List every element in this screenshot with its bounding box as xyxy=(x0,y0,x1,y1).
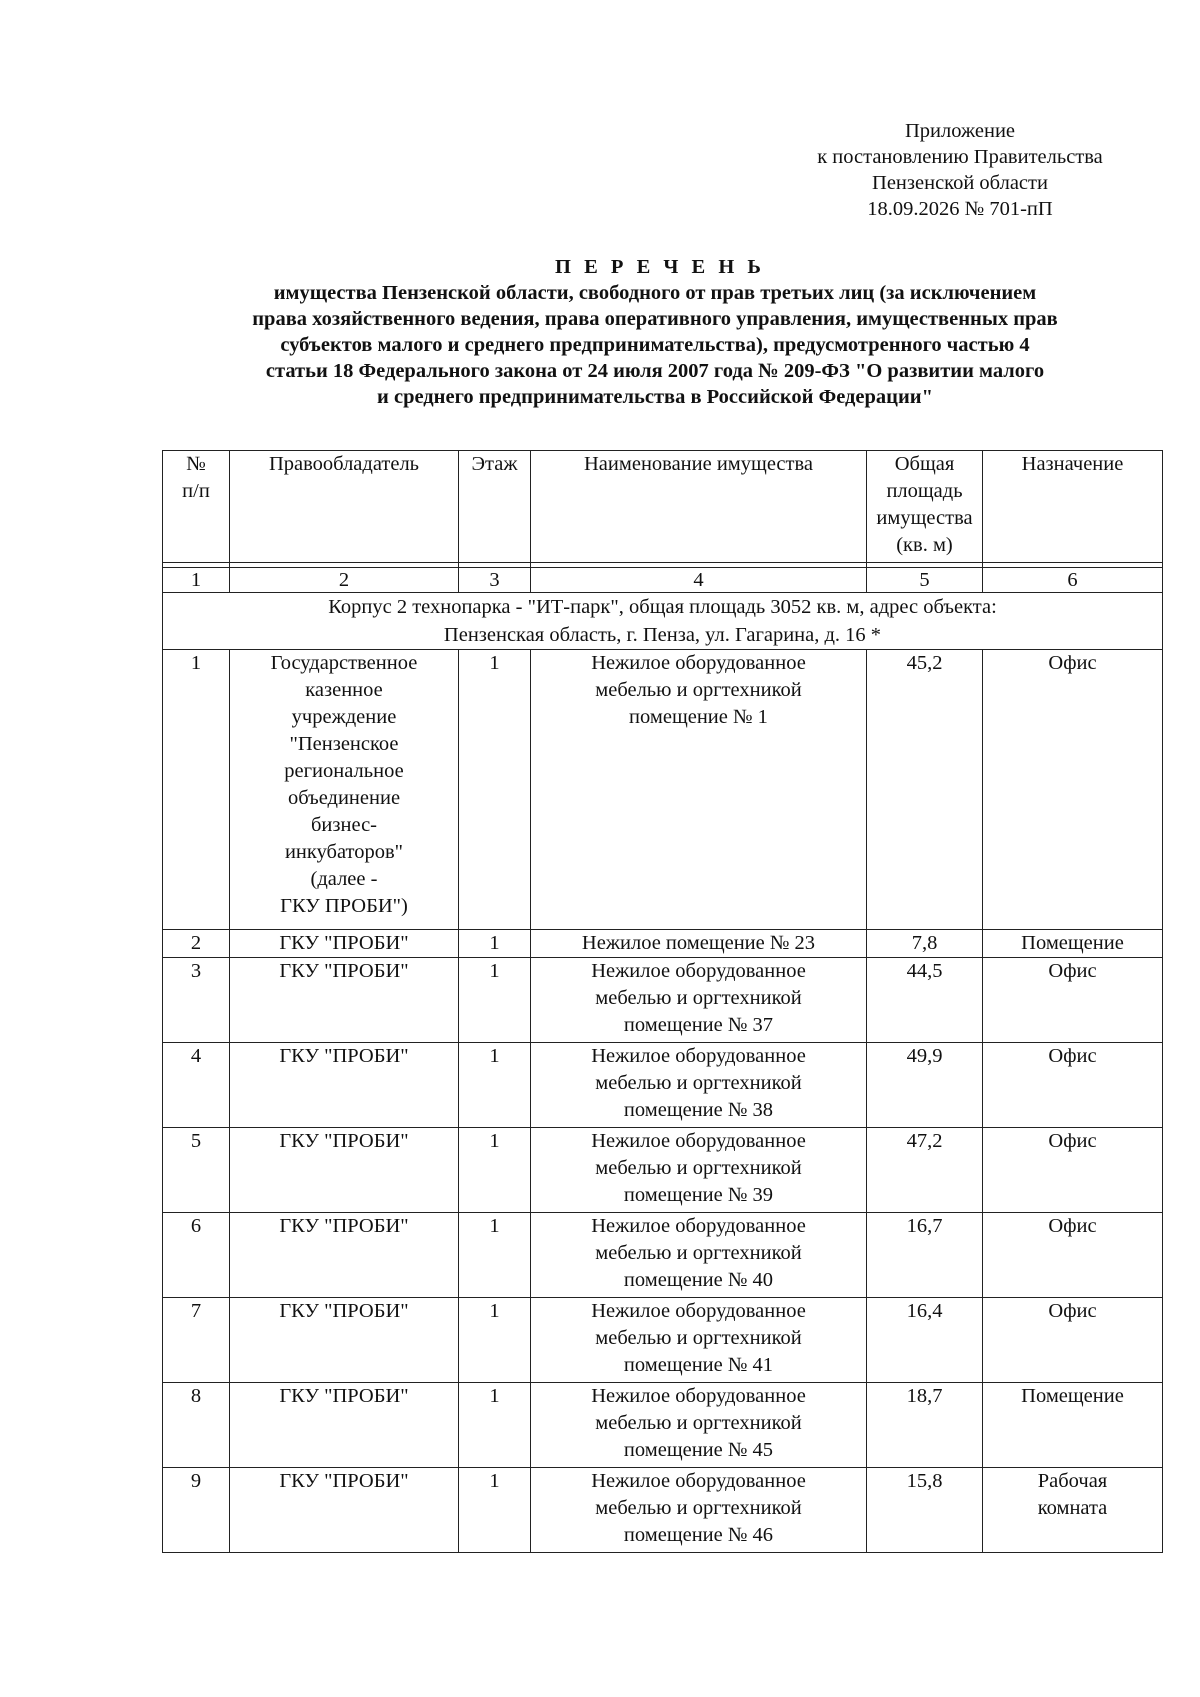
cell-floor: 1 xyxy=(459,1213,531,1298)
subtitle-line: и среднего предпринимательства в Российской Федерации" xyxy=(377,386,933,408)
cell-num: 4 xyxy=(163,1043,230,1128)
cell-area: 44,5 xyxy=(867,958,983,1043)
header-owner: Правообладатель xyxy=(230,451,459,563)
cell-owner-line: ГКУ "ПРОБИ" xyxy=(279,1045,409,1067)
cell-name xyxy=(531,650,867,930)
header-floor: Этаж xyxy=(459,451,531,563)
cell-name xyxy=(531,1043,867,1128)
cell-owner-line: ГКУ "ПРОБИ" xyxy=(279,1215,409,1237)
column-number: 2 xyxy=(230,568,459,593)
table-row xyxy=(163,1468,1163,1553)
cell-owner-line: ГКУ "ПРОБИ" xyxy=(279,1130,409,1152)
cell-name xyxy=(531,1383,867,1468)
cell-name-line: помещение № 39 xyxy=(623,1184,774,1206)
table-row xyxy=(163,650,1163,930)
cell-area: 7,8 xyxy=(867,930,983,958)
cell-owner-line: ГКУ "ПРОБИ" xyxy=(279,932,409,954)
cell-name-line: мебелью и оргтехникой xyxy=(595,1157,802,1179)
cell-name-line: мебелью и оргтехникой xyxy=(595,1497,802,1519)
cell-owner-line: ГКУ "ПРОБИ" xyxy=(279,1300,409,1322)
cell-purpose xyxy=(983,1213,1163,1298)
appendix-date-number: 18.09.2026 № 701-пП xyxy=(867,198,1053,220)
cell-name-line: помещение № 37 xyxy=(623,1014,774,1036)
table-body xyxy=(163,650,1163,1553)
cell-purpose xyxy=(983,1383,1163,1468)
cell-purpose-line: Офис xyxy=(1048,1045,1097,1067)
cell-purpose xyxy=(983,1298,1163,1383)
cell-name-line: Нежилое оборудованное xyxy=(591,1130,806,1152)
header-area xyxy=(867,451,983,563)
header-area-line: имущества xyxy=(876,507,973,529)
appendix-line: к постановлению Правительства xyxy=(817,146,1103,168)
cell-floor: 1 xyxy=(459,1468,531,1553)
appendix-line: Пензенской области xyxy=(872,172,1048,194)
cell-owner xyxy=(230,1298,459,1383)
cell-floor: 1 xyxy=(459,930,531,958)
cell-floor: 1 xyxy=(459,650,531,930)
table-header-row xyxy=(163,451,1163,563)
cell-owner xyxy=(230,1213,459,1298)
cell-name xyxy=(531,1213,867,1298)
cell-name-line: Нежилое оборудованное xyxy=(591,1215,806,1237)
cell-owner xyxy=(230,1468,459,1553)
cell-owner-line: ГКУ "ПРОБИ" xyxy=(279,1470,409,1492)
cell-owner-line: "Пензенское xyxy=(289,733,399,755)
appendix-line: Приложение xyxy=(904,120,1016,142)
cell-owner xyxy=(230,650,459,930)
subtitle-line: имущества Пензенской области, свободного от прав третьих лиц (за исключением xyxy=(273,282,1037,304)
cell-area: 18,7 xyxy=(867,1383,983,1468)
cell-num: 1 xyxy=(163,650,230,930)
cell-name-line: помещение № 1 xyxy=(629,706,768,728)
table-row xyxy=(163,958,1163,1043)
header-num xyxy=(163,451,230,563)
cell-owner-line: учреждение xyxy=(291,706,397,728)
cell-name-line: Нежилое оборудованное xyxy=(591,1300,806,1322)
column-number-row xyxy=(163,568,1163,593)
cell-owner-line: казенное xyxy=(305,679,383,701)
cell-purpose-line: Офис xyxy=(1048,1215,1097,1237)
cell-name-line: помещение № 40 xyxy=(623,1269,774,1291)
property-table xyxy=(162,450,1163,1553)
cell-area: 47,2 xyxy=(867,1128,983,1213)
cell-floor: 1 xyxy=(459,958,531,1043)
cell-purpose-line: Офис xyxy=(1048,1300,1097,1322)
cell-name-line: мебелью и оргтехникой xyxy=(595,679,802,701)
cell-owner-line: региональное xyxy=(284,760,404,782)
cell-purpose xyxy=(983,930,1163,958)
section-row xyxy=(163,593,1163,650)
cell-owner-line: инкубаторов" xyxy=(284,841,404,863)
subtitle-line: статьи 18 Федерального закона от 24 июля 2007 года № 209-ФЗ "О развитии малого xyxy=(265,360,1045,382)
cell-purpose-line: комната xyxy=(1037,1497,1108,1519)
cell-name-line: помещение № 38 xyxy=(623,1099,774,1121)
cell-area: 16,7 xyxy=(867,1213,983,1298)
cell-num: 3 xyxy=(163,958,230,1043)
cell-name-line: помещение № 41 xyxy=(623,1354,774,1376)
cell-num: 5 xyxy=(163,1128,230,1213)
cell-owner-line: Государственное xyxy=(270,652,418,674)
cell-name xyxy=(531,1298,867,1383)
cell-num: 6 xyxy=(163,1213,230,1298)
subtitle-line: субъектов малого и среднего предпринимательства), предусмотренного частью 4 xyxy=(280,334,1030,356)
cell-owner xyxy=(230,958,459,1043)
cell-name xyxy=(531,930,867,958)
cell-num: 2 xyxy=(163,930,230,958)
column-number: 6 xyxy=(983,568,1163,593)
cell-area: 45,2 xyxy=(867,650,983,930)
cell-name-line: Нежилое оборудованное xyxy=(591,960,806,982)
cell-name xyxy=(531,1128,867,1213)
table-row xyxy=(163,1298,1163,1383)
cell-owner xyxy=(230,1043,459,1128)
cell-floor: 1 xyxy=(459,1298,531,1383)
cell-num: 9 xyxy=(163,1468,230,1553)
header-area-line: Общая xyxy=(894,453,955,475)
table-row xyxy=(163,1128,1163,1213)
header-area-line: (кв. м) xyxy=(896,534,953,556)
cell-owner xyxy=(230,930,459,958)
cell-name-line: помещение № 46 xyxy=(623,1524,774,1546)
cell-name-line: Нежилое оборудованное xyxy=(591,1385,806,1407)
document-title: П Е Р Е Ч Е Н Ь xyxy=(555,256,765,278)
cell-floor: 1 xyxy=(459,1043,531,1128)
subtitle-line: права хозяйственного ведения, права оперативного управления, имущественных прав xyxy=(252,308,1058,330)
header-num-line: № xyxy=(186,453,206,475)
table-row xyxy=(163,1383,1163,1468)
cell-area: 15,8 xyxy=(867,1468,983,1553)
cell-owner-line: ГКУ "ПРОБИ" xyxy=(279,960,409,982)
cell-name-line: Нежилое оборудованное xyxy=(591,1470,806,1492)
cell-name xyxy=(531,1468,867,1553)
cell-area: 16,4 xyxy=(867,1298,983,1383)
cell-name-line: мебелью и оргтехникой xyxy=(595,987,802,1009)
header-purpose: Назначение xyxy=(983,451,1163,563)
cell-name-line: мебелью и оргтехникой xyxy=(595,1412,802,1434)
appendix-block xyxy=(780,118,1140,222)
cell-name-line: мебелью и оргтехникой xyxy=(595,1072,802,1094)
header-num-line: п/п xyxy=(182,480,210,502)
cell-owner xyxy=(230,1383,459,1468)
cell-owner-line: ГКУ "ПРОБИ" xyxy=(279,1385,409,1407)
cell-purpose-line: Помещение xyxy=(1021,1385,1124,1407)
column-number: 1 xyxy=(163,568,230,593)
cell-area: 49,9 xyxy=(867,1043,983,1128)
cell-name-line: Нежилое помещение № 23 xyxy=(581,932,816,954)
cell-purpose-line: Офис xyxy=(1048,960,1097,982)
cell-owner xyxy=(230,1128,459,1213)
document-subtitle xyxy=(130,280,1180,410)
cell-name-line: мебелью и оргтехникой xyxy=(595,1242,802,1264)
cell-purpose xyxy=(983,958,1163,1043)
header-name: Наименование имущества xyxy=(531,451,867,563)
section-line: Корпус 2 технопарка - "ИТ-парк", общая площадь 3052 кв. м, адрес объекта: xyxy=(328,596,997,618)
header-area-line: площадь xyxy=(886,480,963,502)
cell-purpose-line: Помещение xyxy=(1021,932,1124,954)
column-number: 5 xyxy=(867,568,983,593)
cell-owner-line: (далее - xyxy=(310,868,378,890)
cell-name-line: помещение № 45 xyxy=(623,1439,774,1461)
column-number: 3 xyxy=(459,568,531,593)
cell-name-line: мебелью и оргтехникой xyxy=(595,1327,802,1349)
column-number: 4 xyxy=(531,568,867,593)
cell-purpose xyxy=(983,1128,1163,1213)
cell-floor: 1 xyxy=(459,1128,531,1213)
cell-purpose-line: Рабочая xyxy=(1037,1470,1108,1492)
section-heading xyxy=(163,593,1163,650)
cell-name-line: Нежилое оборудованное xyxy=(591,652,806,674)
cell-name xyxy=(531,958,867,1043)
table-row xyxy=(163,930,1163,958)
cell-purpose xyxy=(983,1043,1163,1128)
cell-name-line: Нежилое оборудованное xyxy=(591,1045,806,1067)
cell-owner-line: ГКУ ПРОБИ") xyxy=(280,895,408,917)
cell-num: 7 xyxy=(163,1298,230,1383)
cell-floor: 1 xyxy=(459,1383,531,1468)
cell-purpose-line: Офис xyxy=(1048,652,1097,674)
table-row xyxy=(163,1213,1163,1298)
section-line: Пензенская область, г. Пенза, ул. Гагарина, д. 16 * xyxy=(443,624,882,646)
cell-num: 8 xyxy=(163,1383,230,1468)
cell-owner-line: бизнес- xyxy=(310,814,377,836)
cell-owner-line: объединение xyxy=(287,787,401,809)
cell-purpose xyxy=(983,650,1163,930)
cell-purpose xyxy=(983,1468,1163,1553)
cell-purpose-line: Офис xyxy=(1048,1130,1097,1152)
table-row xyxy=(163,1043,1163,1128)
